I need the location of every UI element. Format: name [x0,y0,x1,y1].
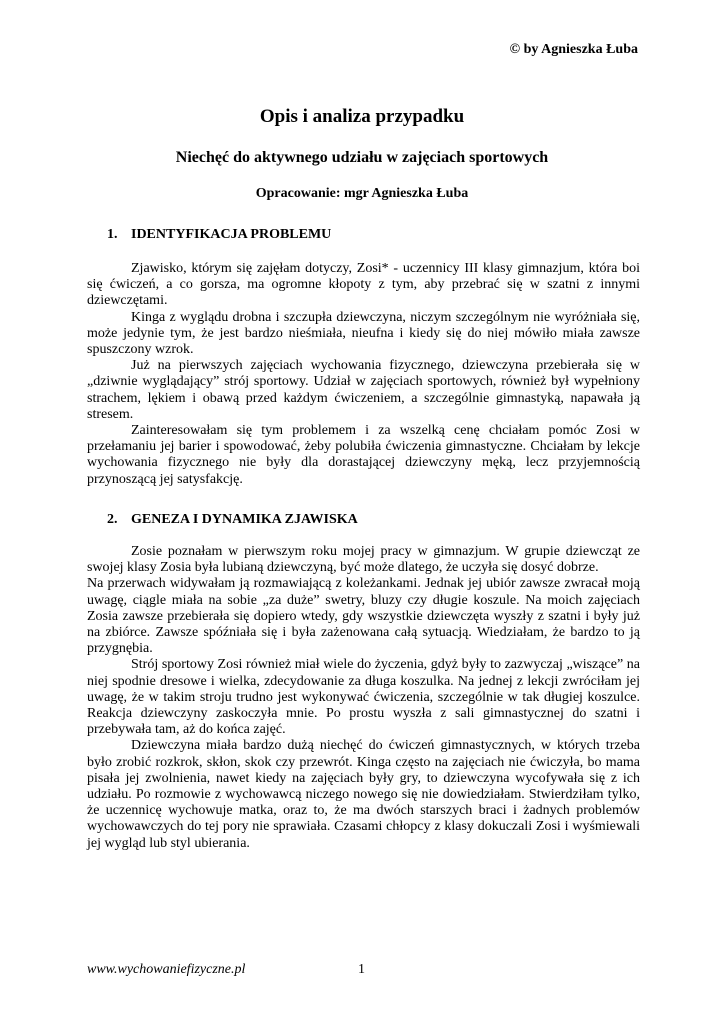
document-title: Opis i analiza przypadku [259,106,465,127]
paragraph: Zosie poznałam w pierwszym roku mojej pracy w gimnazjum. W grupie dziewcząt ze swojej klasy Zosia była lubianą dziewczyną, być może dlatego, że uczyła się dosyć dobrze. [87,544,640,576]
section-body-1 [87,261,640,488]
paragraph: Kinga z wyglądu drobna i szczupła dziewczyna, niczym szczególnym nie wyróżniała się, może jedynie tym, że jest bardzo nieśmiała, nieufna i kiedy się do niej mówiło miała zawsze spuszczony wzrok. [87,309,640,358]
section-heading-text: IDENTYFIKACJA PROBLEMU [131,227,332,242]
section-body-2 [87,544,640,852]
paragraph: Zjawisko, którym się zajęłam dotyczy, Zosi* - uczennicy III klasy gimnazjum, która boi się ćwiczeń, a co gorsza, ma ogromne kłopoty z tym, aby przebrać się w szatni z innymi dziewczętami. [87,261,640,309]
paragraph: Już na pierwszych zajęciach wychowania fizycznego, dziewczyna przebierała się w „dziwnie wyglądający” strój sportowy. Udział w zajęciach sportowych, również był wypełniony strachem, lękiem i obawą przed każdym ćwiczeniem, a szczególnie gimnastyką, napawała ją stresem. [87,358,640,422]
document-subtitle: Niechęć do aktywnego udziału w zajęciach sportowych [175,149,549,166]
page-number: 1 [358,962,365,977]
paragraph: Zainteresowałam się tym problemem i za wszelką cenę chciałam pomóc Zosi w przełamaniu jej barier i spowodować, żeby polubiła ćwiczenia gimnastyczne. Chciałam by lekcje wychowania fizycznego nie były dla dorastającej dziewczyny męką, lecz przyjemnością przynoszącą jej satysfakcję. [87,423,640,487]
section-heading-1 [107,227,331,243]
footer-website: www.wychowaniefizyczne.pl [87,962,246,977]
copyright-notice: © by Agnieszka Łuba [509,42,638,57]
document-author: Opracowanie: mgr Agnieszka Łuba [255,186,469,201]
section-heading-2 [107,512,358,528]
paragraph: Dziewczyna miała bardzo dużą niechęć do ćwiczeń gimnastycznych, w których trzeba było zrobić rozkrok, skłon, skok czy przewrót. Kinga często na zajęciach nie ćwiczyła, bo mama pisała jej zwolnienia, nawet kiedy na zajęciach były gry, to dziewczyna wycofywała się z ich udziału. Po rozmowie z wychowawcą niczego nowego się nie dowiedziałam. Stwierdziłam tylko, że uczennicę wychowuje matka, oraz to, że ma dwóch starszych braci i żadnych problemów wychowawczych do tej pory nie sprawiała. Czasami chłopcy z klasy dokuczali Zosi i wyśmiewali jej wygląd lub styl ubierania. [87,738,640,851]
section-number: 1. [107,227,118,242]
paragraph: Strój sportowy Zosi również miał wiele do życzenia, gdyż były to zazwyczaj „wiszące” na niej spodnie dresowe i wielka, zdecydowanie za długa koszulka. Na jednej z lekcji zwróciłam jej uwagę, że w takim stroju trudno jest wykonywać ćwiczenia, szczególnie w tak długiej koszulce. Reakcja dziewczyny zaskoczyła mnie. Po prostu wyszła z sali gimnastycznej do szatni i przebywała tam, aż do końca zajęć. [87,657,640,738]
paragraph: Na przerwach widywałam ją rozmawiającą z koleżankami. Jednak jej ubiór zawsze zwracał moją uwagę, ciągle miała na sobie „za duże” swetry, bluzy czy długie koszule. Na moich zajęciach Zosia zawsze przebierała się dopiero wtedy, gdy wszystkie dziewczęta wyszły z szatni i były już na zbiórce. Zawsze spóźniała się i była zażenowana całą sytuacją. Wiedziałam, że bardzo to ją przygnębia. [87,576,640,657]
section-number: 2. [107,512,118,527]
section-heading-text: GENEZA I DYNAMIKA ZJAWISKA [131,512,358,527]
